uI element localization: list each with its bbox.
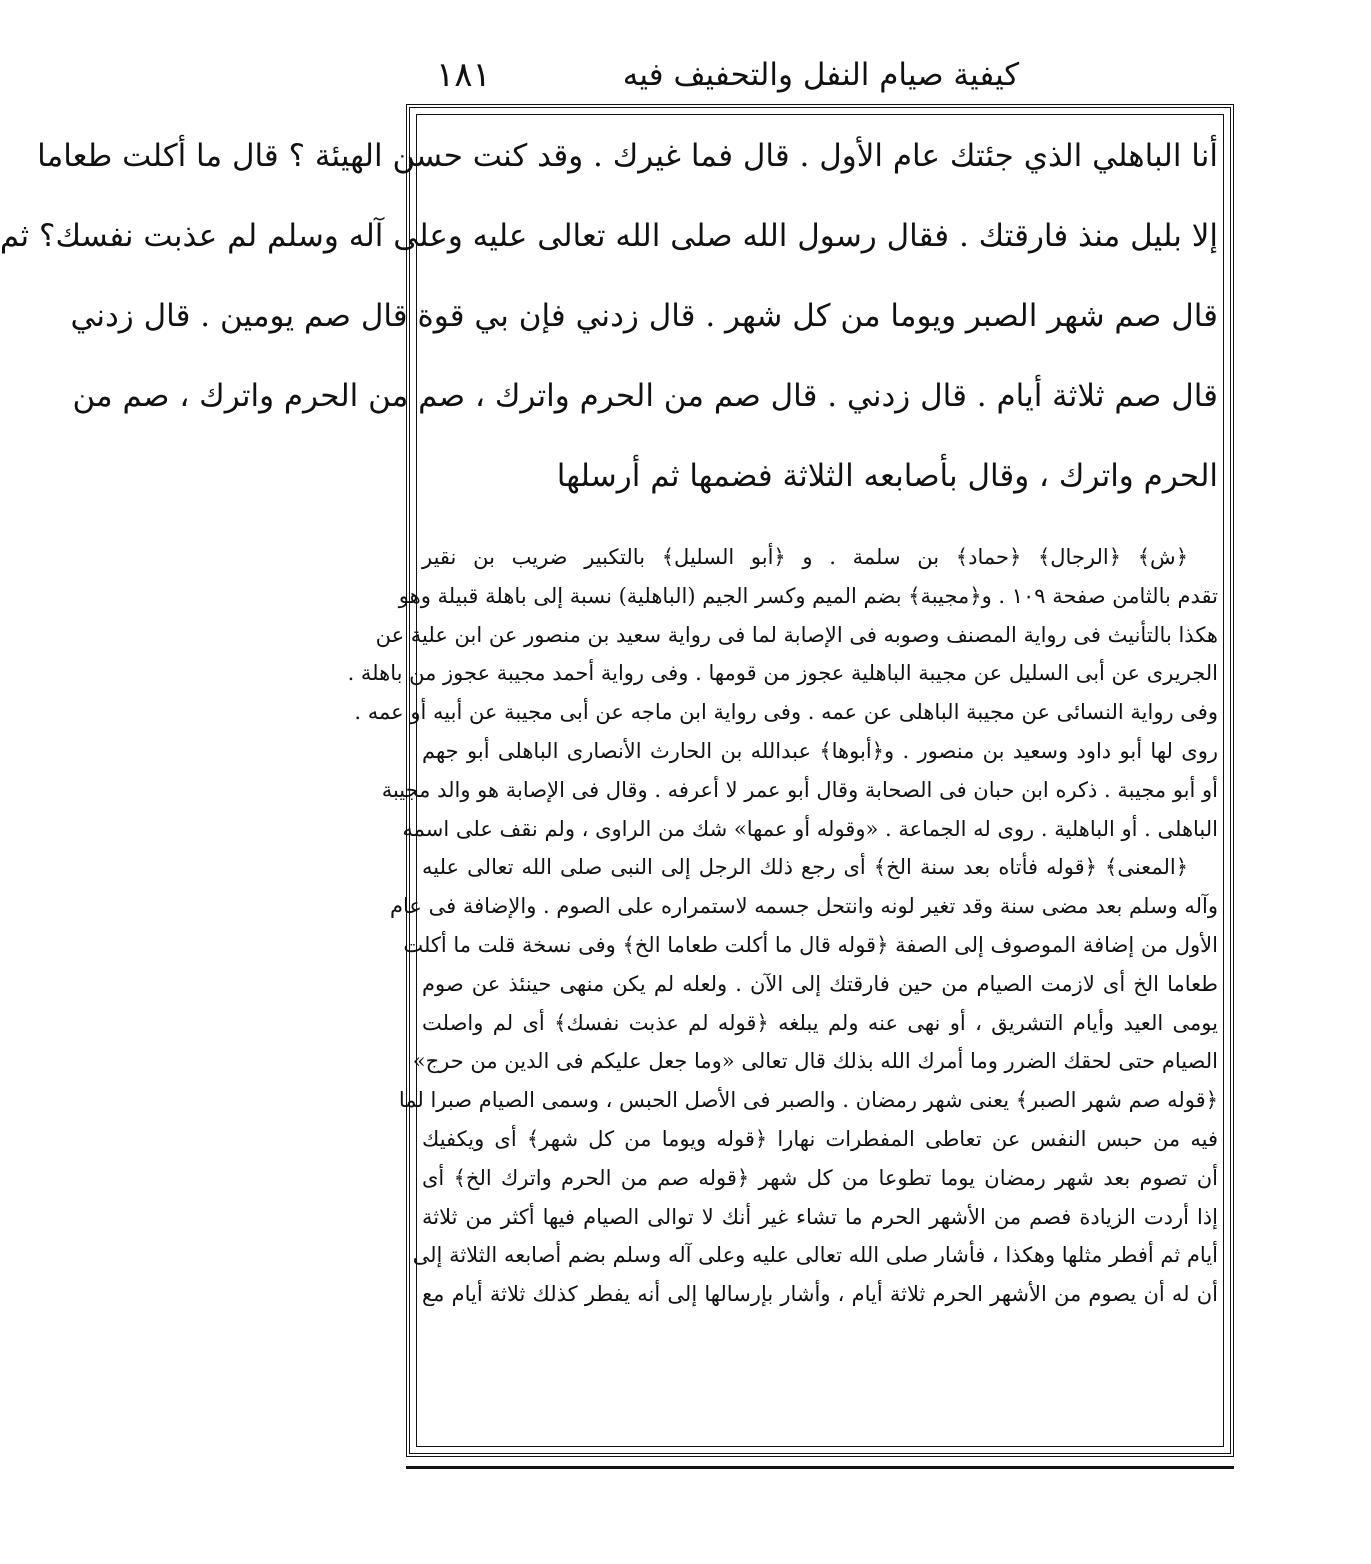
hadith-line: الحرم واترك ، وقال بأصابعه الثلاثة فضمها ثم أرسلها — [556, 458, 1218, 494]
hadith-text — [0, 116, 1218, 516]
commentary-line: أو أبو مجيبة . ذكره ابن حبان فى الصحابة وقال أبو عمر لا أعرفه . وقال فى الإصابة هو والد مجيبة — [381, 777, 1218, 802]
commentary-line: أن تصوم بعد شهر رمضان يوما تطوعا من كل شهر ﴿قوله صم من الحرم واترك الخ﴾ أى — [422, 1165, 1218, 1190]
hadith-line: قال صم شهر الصبر ويوما من كل شهر . قال زدني فإن بي قوة قال صم يومين . قال زدني — [70, 298, 1218, 334]
commentary-line: فيه من حبس النفس عن تعاطى المفطرات نهارا ﴿قوله ويوما من كل شهر﴾ أى ويكفيك — [422, 1126, 1218, 1151]
page-number: ١٨١ — [436, 55, 491, 95]
commentary-line: وفى رواية النسائى عن مجيبة الباهلى عن عمه . وفى رواية ابن ماجه عن أبى مجيبة عن أبيه أو عمه . — [354, 700, 1218, 725]
hadith-line: قال صم ثلاثة أيام . قال زدني . قال صم من الحرم واترك ، صم من الحرم واترك ، صم من — [72, 378, 1218, 414]
running-title: كيفية صيام النفل والتحفيف فيه — [622, 57, 1020, 93]
hadith-line: إلا بليل منذ فارقتك . فقال رسول الله صلى الله تعالى عليه وعلى آله وسلم لم عذبت نفسك؟ ثم — [0, 218, 1218, 254]
commentary-line: طعاما الخ أى لازمت الصيام من حين فارقتك إلى الآن . ولعله لم يكن منهى حينئذ عن صوم — [422, 971, 1218, 996]
commentary-line: وآله وسلم بعد مضى سنة وقد تغير لونه وانتحل جسمه لاستمراره على الصوم . والإضافة فى عام — [390, 894, 1218, 919]
commentary-line: يومى العيد وأيام التشريق ، أو نهى عنه ولم يبلغه ﴿قوله لم عذبت نفسك﴾ أى لم واصلت — [422, 1010, 1218, 1035]
page-header — [406, 52, 1236, 98]
commentary-line: أن له أن يصوم من الأشهر الحرم ثلاثة أيام ، وأشار بإرسالها إلى أنه يفطر كذلك ثلاثة أيام مع — [422, 1282, 1218, 1307]
commentary-line: تقدم بالثامن صفحة ١٠٩ . و﴿مجيبة﴾ بضم الميم وكسر الجيم (الباهلية) نسبة إلى باهلة قبيلة وهو — [398, 583, 1218, 608]
commentary-line: الباهلى . أو الباهلية . روى له الجماعة . «وقوله أو عمها» شك من الراوى ، ولم نقف على اسمه — [402, 816, 1218, 841]
commentary-line: الصيام حتى لحقك الضرر وما أمرك الله بذلك قال تعالى «وما جعل عليكم فى الدين من حرج» — [412, 1049, 1218, 1074]
commentary-line: روى لها أبو داود وسعيد بن منصور . و﴿أبوها﴾ عبدالله بن الحارث الأنصارى الباهلى أبو جهم — [422, 738, 1218, 763]
bottom-rule — [406, 1466, 1234, 1469]
commentary-line: الأول من إضافة الموصوف إلى الصفة ﴿قوله قال ما أكلت طعاما الخ﴾ وفى نسخة قلت ما أكلت — [403, 932, 1218, 957]
commentary-line: أيام ثم أفطر مثلها وهكذا ، فأشار صلى الله تعالى عليه وعلى آله وسلم بضم أصابعه الثلاثة إلى — [412, 1243, 1218, 1268]
page-body — [0, 116, 1218, 1314]
hadith-line: أنا الباهلي الذي جئتك عام الأول . قال فما غيرك . وقد كنت حسن الهيئة ؟ قال ما أكلت طعاما — [37, 138, 1218, 174]
commentary-line: هكذا بالتأنيث فى رواية المصنف وصوبه فى الإصابة لما فى رواية سعيد بن منصور عن ابن علية عن — [375, 622, 1218, 647]
commentary-line: إذا أردت الزيادة فصم من الأشهر الحرم ما تشاء غير أنك لا توالى الصيام فيها أكثر من ثلاثة — [422, 1204, 1218, 1229]
commentary-line: ﴿المعنى﴾ ﴿قوله فأتاه بعد سنة الخ﴾ أى رجع ذلك الرجل إلى النبى صلى الله تعالى عليه — [422, 855, 1188, 880]
commentary-line: ﴿قوله صم شهر الصبر﴾ يعنى شهر رمضان . والصبر فى الأصل الحبس ، وسمى الصيام صبرا لما — [398, 1088, 1218, 1113]
commentary-line: الجريرى عن أبى السليل عن مجيبة الباهلية عجوز من قومها . وفى رواية أحمد مجيبة عجوز من باهلة . — [347, 661, 1218, 686]
commentary-text — [347, 538, 1218, 1314]
commentary-line: ﴿ش﴾ ﴿الرجال﴾ ﴿حماد﴾ بن سلمة . و ﴿أبو السليل﴾ بالتكبير ضريب بن نقير — [422, 545, 1188, 569]
